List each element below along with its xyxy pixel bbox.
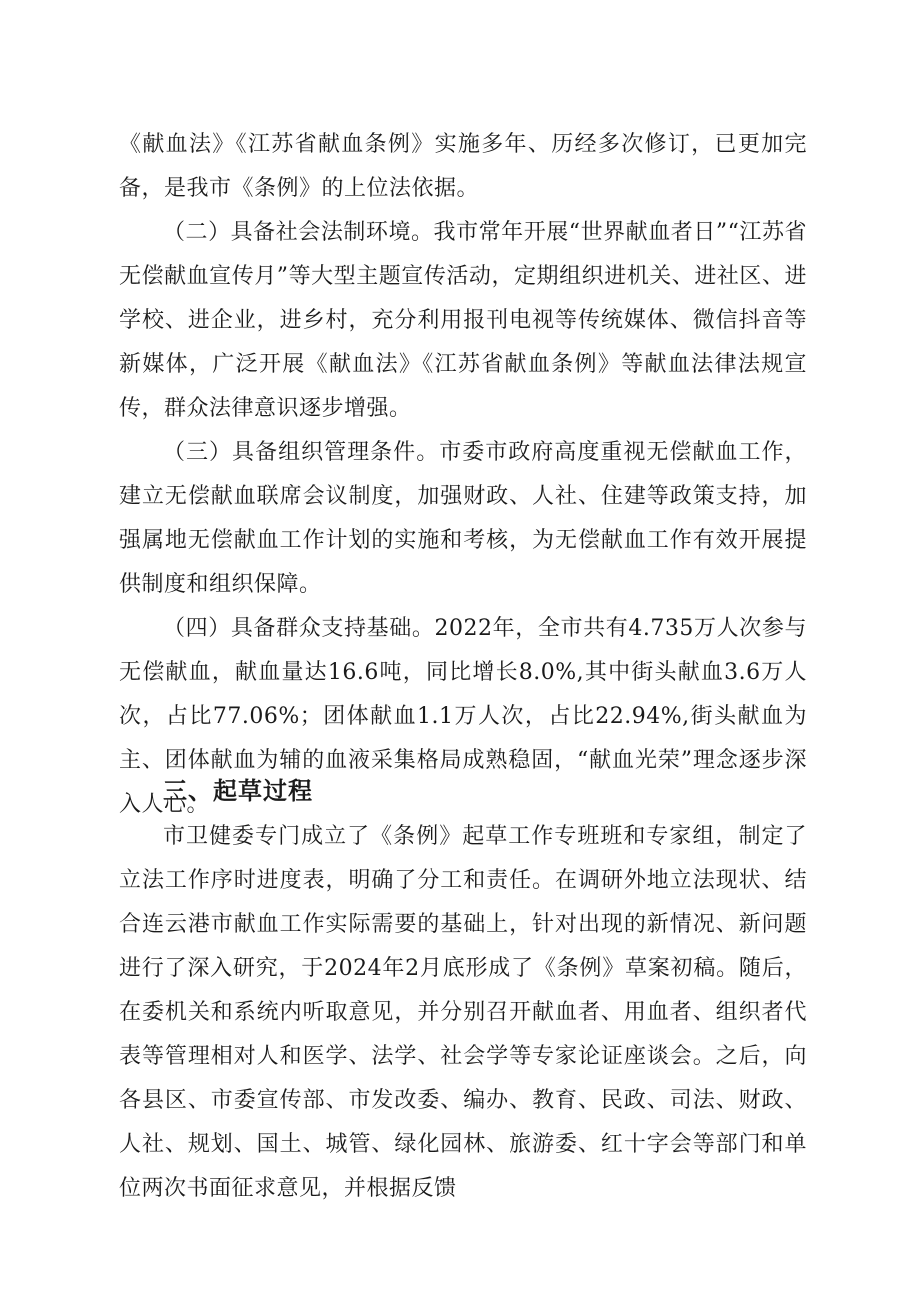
- paragraph-superior-law-basis: 《献血法》《江苏省献血条例》实施多年、历经多次修订，已更加完备，是我市《条例》的上位法依据。: [119, 132, 807, 201]
- paragraph-drafting-process: 市卫健委专门成立了《条例》起草工作专班班和专家组，制定了立法工作序时进度表，明确了分工和责任。在调研外地立法现状、结合连云港市献血工作实际需要的基础上，针对出现的新情况、新问题进行了深入研究，于2024年2月底形成了《条例》草案初稿。随后，在委机关和系统内听取意见，并分别召开献血者、用血者、组织者代表等管理相对人和医学、法学、社会学等专家论证座谈会。之后，向各县区、市委宣传部、市发改委、编办、教育、民政、司法、财政、人社、规划、国土、城管、绿化园林、旅游委、红十字会等部门和单位两次书面征求意见，并根据反馈: [119, 824, 807, 1201]
- paragraph-legal-environment: （二）具备社会法制环境。我市常年开展“世界献血者日”“江苏省无偿献血宣传月”等大型主题宣传活动，定期组织进机关、进社区、进学校、进企业，进乡村，充分利用报刊电视等传统媒体、微信抖音等新媒体，广泛开展《献血法》《江苏省献血条例》等献血法律法规宣传，群众法律意识逐步增强。: [119, 220, 807, 421]
- paragraph-organizational-conditions: （三）具备组织管理条件。市委市政府高度重视无偿献血工作，建立无偿献血联席会议制度，加强财政、人社、住建等政策支持，加强属地无偿献血工作计划的实施和考核，为无偿献血工作有效开展提供制度和组织保障。: [119, 440, 807, 597]
- paragraph-public-support: （四）具备群众支持基础。2022年，全市共有4.735万人次参与无偿献血，献血量达16.6吨，同比增长8.0%,其中街头献血3.6万人次，占比77.06%；团体献血1.1万人次，占比22.94%,街头献血为主、团体献血为辅的血液采集格局成熟稳固，“献血光荣”理念逐步深入人心。: [119, 616, 807, 817]
- section-heading-drafting-process: 三、起草过程: [163, 777, 313, 805]
